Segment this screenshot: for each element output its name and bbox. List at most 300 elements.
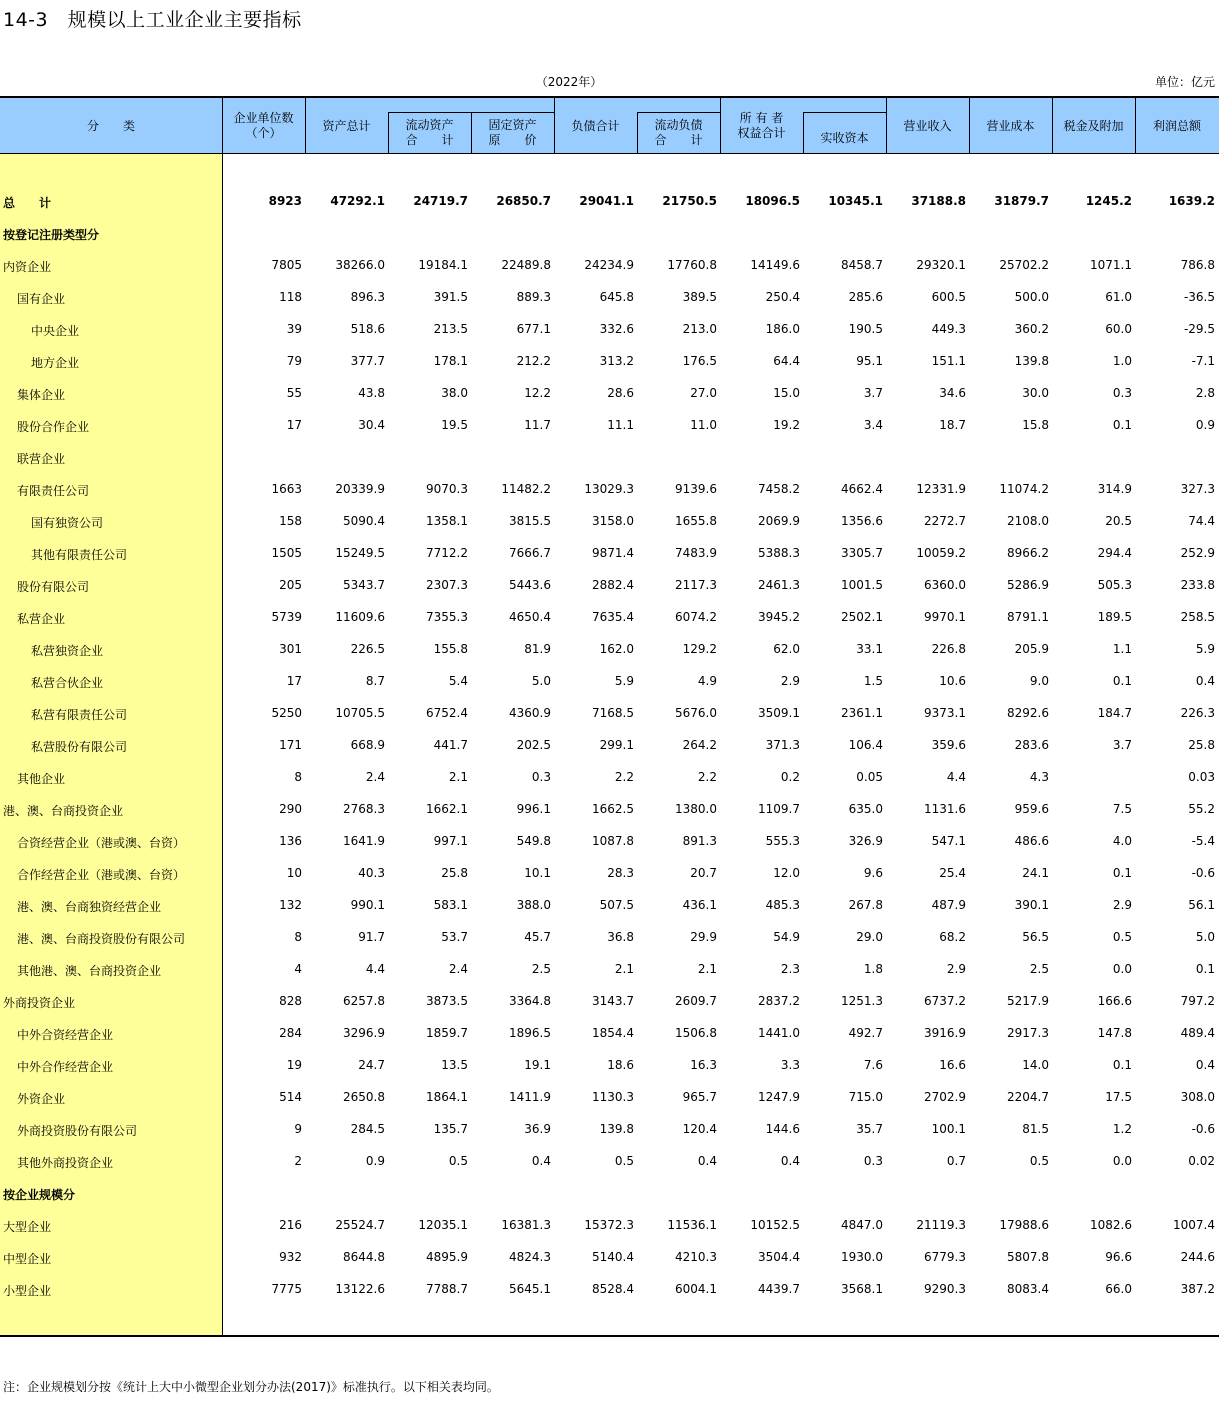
header-current-liab-l2: 合 计 bbox=[654, 133, 703, 147]
header-units-line2: （个） bbox=[245, 126, 282, 140]
table-cell: 2650.8 bbox=[343, 1090, 385, 1104]
table-cell: 0.1 bbox=[1112, 1058, 1132, 1072]
table-cell: 8923 bbox=[268, 194, 302, 208]
table-cell: 0.4 bbox=[531, 1154, 551, 1168]
table-cell: 18096.5 bbox=[745, 194, 800, 208]
row-label: 按登记注册类型分 bbox=[3, 228, 100, 242]
header-current-assets-l1: 流动资产 bbox=[405, 118, 454, 132]
table-cell: 0.4 bbox=[1195, 1058, 1215, 1072]
table-cell: 5.9 bbox=[1195, 642, 1215, 656]
table-cell: 189.5 bbox=[1097, 610, 1132, 624]
row-label: 中央企业 bbox=[31, 324, 80, 338]
table-cell: 22489.8 bbox=[501, 258, 551, 272]
table-cell: 9290.3 bbox=[924, 1282, 966, 1296]
table-cell: 0.0 bbox=[1112, 1154, 1132, 1168]
table-cell: 60.0 bbox=[1105, 322, 1132, 336]
table-cell: 9.0 bbox=[1029, 674, 1049, 688]
table-cell: 54.9 bbox=[773, 930, 800, 944]
table-cell: 30.0 bbox=[1022, 386, 1049, 400]
table-cell: 2.2 bbox=[614, 770, 634, 784]
table-cell: 100.1 bbox=[931, 1122, 966, 1136]
table-cell: 25524.7 bbox=[335, 1218, 385, 1232]
table-cell: 3873.5 bbox=[426, 994, 468, 1008]
table-cell: 2.8 bbox=[1195, 386, 1215, 400]
table-title: 14-3 规模以上工业企业主要指标 bbox=[3, 9, 302, 31]
table-cell: 3364.8 bbox=[509, 994, 551, 1008]
table-cell: 26850.7 bbox=[496, 194, 551, 208]
col-divider bbox=[1135, 98, 1136, 154]
table-cell: 8 bbox=[294, 770, 302, 784]
table-cell: 1.0 bbox=[1112, 354, 1132, 368]
table-cell: 252.9 bbox=[1180, 546, 1215, 560]
table-cell: 29.0 bbox=[856, 930, 883, 944]
table-cell: 5388.3 bbox=[758, 546, 800, 560]
table-cell: 14.0 bbox=[1022, 1058, 1049, 1072]
table-cell: 2204.7 bbox=[1007, 1090, 1049, 1104]
row-label: 其他外商投资企业 bbox=[17, 1156, 114, 1170]
table-cell: 205 bbox=[279, 578, 302, 592]
table-cell: 645.8 bbox=[599, 290, 634, 304]
header-profit: 利润总额 bbox=[1152, 118, 1201, 133]
table-cell: 3.7 bbox=[863, 386, 883, 400]
table-cell: 25.8 bbox=[441, 866, 468, 880]
header-fixed-assets-l1: 固定资产 bbox=[488, 118, 537, 132]
table-row bbox=[0, 570, 1219, 602]
table-row bbox=[0, 474, 1219, 506]
table-cell: 91.7 bbox=[358, 930, 385, 944]
table-cell: 0.05 bbox=[856, 770, 883, 784]
row-label: 小型企业 bbox=[3, 1284, 52, 1298]
table-cell: 313.2 bbox=[599, 354, 634, 368]
table-row bbox=[0, 858, 1219, 890]
table-cell: 6779.3 bbox=[924, 1250, 966, 1264]
col-divider bbox=[886, 98, 887, 154]
table-cell: 1663 bbox=[271, 482, 302, 496]
table-cell: 441.7 bbox=[433, 738, 468, 752]
table-cell: 677.1 bbox=[516, 322, 551, 336]
table-cell: 290 bbox=[279, 802, 302, 816]
table-cell: 2917.3 bbox=[1007, 1026, 1049, 1040]
table-cell: 332.6 bbox=[599, 322, 634, 336]
table-cell: 158 bbox=[279, 514, 302, 528]
table-cell: 4 bbox=[294, 962, 302, 976]
table-cell: 33.1 bbox=[856, 642, 883, 656]
table-cell: 391.5 bbox=[433, 290, 468, 304]
table-row bbox=[0, 890, 1219, 922]
table-cell: 10 bbox=[286, 866, 302, 880]
table-cell: 294.4 bbox=[1097, 546, 1132, 560]
table-cell: 327.3 bbox=[1180, 482, 1215, 496]
table-cell: 1245.2 bbox=[1085, 194, 1132, 208]
table-cell: 17 bbox=[286, 418, 302, 432]
row-label: 港、澳、台商投资企业 bbox=[3, 804, 124, 818]
table-cell: 3305.7 bbox=[841, 546, 883, 560]
table-cell: 5443.6 bbox=[509, 578, 551, 592]
table-cell: 8966.2 bbox=[1007, 546, 1049, 560]
table-cell: 6074.2 bbox=[675, 610, 717, 624]
col-divider bbox=[305, 98, 306, 154]
table-cell: 1082.6 bbox=[1090, 1218, 1132, 1232]
table-cell: 16.6 bbox=[939, 1058, 966, 1072]
table-row bbox=[0, 1274, 1219, 1306]
table-cell: 37188.8 bbox=[911, 194, 966, 208]
row-label: 国有独资公司 bbox=[31, 516, 104, 530]
table-cell: 24234.9 bbox=[584, 258, 634, 272]
table-cell: 2502.1 bbox=[841, 610, 883, 624]
header-liabilities: 负债合计 bbox=[571, 118, 620, 133]
table-cell: 24719.7 bbox=[413, 194, 468, 208]
table-cell: 2.3 bbox=[780, 962, 800, 976]
table-cell: 3509.1 bbox=[758, 706, 800, 720]
table-cell: 147.8 bbox=[1097, 1026, 1132, 1040]
table-cell: 959.6 bbox=[1014, 802, 1049, 816]
table-cell: 12035.1 bbox=[418, 1218, 468, 1232]
table-row bbox=[0, 1082, 1219, 1114]
table-cell: 4.3 bbox=[1029, 770, 1049, 784]
table-cell: 21750.5 bbox=[662, 194, 717, 208]
table-cell: 16381.3 bbox=[501, 1218, 551, 1232]
table-cell: 10059.2 bbox=[916, 546, 966, 560]
table-row bbox=[0, 410, 1219, 442]
table-row bbox=[0, 1210, 1219, 1242]
subcol-divider bbox=[637, 112, 638, 154]
table-row bbox=[0, 346, 1219, 378]
table-cell: 0.3 bbox=[531, 770, 551, 784]
table-cell: 0.4 bbox=[780, 1154, 800, 1168]
table-cell: 2.5 bbox=[531, 962, 551, 976]
table-cell: 1.8 bbox=[863, 962, 883, 976]
table-cell: 283.6 bbox=[1014, 738, 1049, 752]
table-cell: 2461.3 bbox=[758, 578, 800, 592]
table-cell: 0.4 bbox=[1195, 674, 1215, 688]
subcol-divider bbox=[388, 112, 389, 154]
table-cell: 2.4 bbox=[448, 962, 468, 976]
table-cell: 797.2 bbox=[1180, 994, 1215, 1008]
table-cell: 4.4 bbox=[365, 962, 385, 976]
table-cell: 11609.6 bbox=[335, 610, 385, 624]
header-cost: 营业成本 bbox=[986, 118, 1035, 133]
table-cell: 81.5 bbox=[1022, 1122, 1049, 1136]
table-cell: 6257.8 bbox=[343, 994, 385, 1008]
year-label: （2022年） bbox=[535, 75, 603, 89]
table-cell: 11.0 bbox=[690, 418, 717, 432]
table-cell: 299.1 bbox=[599, 738, 634, 752]
table-cell: 2.5 bbox=[1029, 962, 1049, 976]
table-cell: 11482.2 bbox=[501, 482, 551, 496]
table-cell: 4439.7 bbox=[758, 1282, 800, 1296]
table-cell: 10152.5 bbox=[750, 1218, 800, 1232]
table-cell: 118 bbox=[279, 290, 302, 304]
table-cell: 6360.0 bbox=[924, 578, 966, 592]
table-cell: 11.7 bbox=[524, 418, 551, 432]
table-cell: 489.4 bbox=[1180, 1026, 1215, 1040]
table-cell: 301 bbox=[279, 642, 302, 656]
table-cell: 514 bbox=[279, 1090, 302, 1104]
table-cell: 3815.5 bbox=[509, 514, 551, 528]
table-cell: 55.2 bbox=[1188, 802, 1215, 816]
table-row bbox=[0, 602, 1219, 634]
table-cell: 19.5 bbox=[441, 418, 468, 432]
table-cell: 889.3 bbox=[516, 290, 551, 304]
table-row bbox=[0, 1050, 1219, 1082]
header-total-assets: 资产总计 bbox=[322, 118, 371, 133]
table-cell: 359.6 bbox=[931, 738, 966, 752]
table-cell: 15372.3 bbox=[584, 1218, 634, 1232]
table-cell: 3.3 bbox=[780, 1058, 800, 1072]
table-cell: 6737.2 bbox=[924, 994, 966, 1008]
row-label: 中型企业 bbox=[3, 1252, 52, 1266]
table-row bbox=[0, 826, 1219, 858]
table-cell: 8791.1 bbox=[1007, 610, 1049, 624]
table-cell: 449.3 bbox=[931, 322, 966, 336]
table-cell: 4360.9 bbox=[509, 706, 551, 720]
table-cell: 95.1 bbox=[856, 354, 883, 368]
table-cell: 10345.1 bbox=[828, 194, 883, 208]
table-cell: 7355.3 bbox=[426, 610, 468, 624]
table-cell: 0.03 bbox=[1188, 770, 1215, 784]
table-cell: 6004.1 bbox=[675, 1282, 717, 1296]
row-label: 私营有限责任公司 bbox=[31, 708, 128, 722]
table-cell: 135.7 bbox=[433, 1122, 468, 1136]
table-row bbox=[0, 634, 1219, 666]
table-cell: 106.4 bbox=[848, 738, 883, 752]
table-cell: 2.4 bbox=[365, 770, 385, 784]
table-cell: 1655.8 bbox=[675, 514, 717, 528]
table-cell: 7.6 bbox=[863, 1058, 883, 1072]
table-row bbox=[0, 314, 1219, 346]
row-label: 私营企业 bbox=[17, 612, 66, 626]
table-row bbox=[0, 954, 1219, 986]
table-cell: 186.0 bbox=[765, 322, 800, 336]
table-cell: 129.2 bbox=[682, 642, 717, 656]
table-cell: 547.1 bbox=[931, 834, 966, 848]
table-cell: 5739 bbox=[271, 610, 302, 624]
table-cell: 3158.0 bbox=[592, 514, 634, 528]
table-cell: 250.4 bbox=[765, 290, 800, 304]
table-cell: 35.7 bbox=[856, 1122, 883, 1136]
table-cell: 1358.1 bbox=[426, 514, 468, 528]
table-cell: 507.5 bbox=[599, 898, 634, 912]
table-cell: 171 bbox=[279, 738, 302, 752]
table-cell: 226.3 bbox=[1180, 706, 1215, 720]
header-category: 分 类 bbox=[86, 118, 135, 133]
table-cell: 18.6 bbox=[607, 1058, 634, 1072]
row-label: 外资企业 bbox=[17, 1092, 66, 1106]
table-cell: 5807.8 bbox=[1007, 1250, 1049, 1264]
table-cell: 390.1 bbox=[1014, 898, 1049, 912]
table-cell: 144.6 bbox=[765, 1122, 800, 1136]
table-cell: 2.2 bbox=[697, 770, 717, 784]
table-cell: 1131.6 bbox=[924, 802, 966, 816]
table-cell: 5.0 bbox=[1195, 930, 1215, 944]
table-cell: 786.8 bbox=[1180, 258, 1215, 272]
table-cell: 600.5 bbox=[931, 290, 966, 304]
header-current-assets-l2: 合 计 bbox=[405, 133, 454, 147]
table-cell: 2.1 bbox=[614, 962, 634, 976]
table-cell: 64.4 bbox=[773, 354, 800, 368]
table-cell: 5140.4 bbox=[592, 1250, 634, 1264]
table-cell: 2.1 bbox=[448, 770, 468, 784]
table-cell: 1859.7 bbox=[426, 1026, 468, 1040]
table-cell: 1639.2 bbox=[1168, 194, 1215, 208]
table-cell: 4650.4 bbox=[509, 610, 551, 624]
table-cell: -36.5 bbox=[1183, 290, 1215, 304]
table-cell: 47292.1 bbox=[330, 194, 385, 208]
table-cell: 0.9 bbox=[1195, 418, 1215, 432]
table-cell: 8458.7 bbox=[841, 258, 883, 272]
col-divider bbox=[222, 98, 223, 154]
table-cell: 1007.4 bbox=[1173, 1218, 1215, 1232]
table-row bbox=[0, 730, 1219, 762]
table-cell: 8 bbox=[294, 930, 302, 944]
header-current-assets bbox=[388, 112, 471, 154]
table-cell: 19.2 bbox=[773, 418, 800, 432]
table-cell: 28.3 bbox=[607, 866, 634, 880]
table-cell: 24.7 bbox=[358, 1058, 385, 1072]
table-cell: 205.9 bbox=[1014, 642, 1049, 656]
table-cell: 7805 bbox=[271, 258, 302, 272]
table-cell: 139.8 bbox=[1014, 354, 1049, 368]
table-cell: 7712.2 bbox=[426, 546, 468, 560]
table-cell: 213.0 bbox=[682, 322, 717, 336]
table-cell: 74.4 bbox=[1188, 514, 1215, 528]
table-cell: 635.0 bbox=[848, 802, 883, 816]
table-cell: 436.1 bbox=[682, 898, 717, 912]
table-cell: 11074.2 bbox=[999, 482, 1049, 496]
table-cell: 0.3 bbox=[863, 1154, 883, 1168]
table-cell: 151.1 bbox=[931, 354, 966, 368]
table-cell: 31879.7 bbox=[994, 194, 1049, 208]
subhead-rule bbox=[803, 112, 886, 113]
row-label: 集体企业 bbox=[17, 388, 66, 402]
table-cell: 932 bbox=[279, 1250, 302, 1264]
subhead-rule bbox=[637, 112, 720, 113]
table-cell: 715.0 bbox=[848, 1090, 883, 1104]
table-cell: 5090.4 bbox=[343, 514, 385, 528]
row-label: 内资企业 bbox=[3, 260, 52, 274]
subcol-divider bbox=[803, 112, 804, 154]
table-cell: 5250 bbox=[271, 706, 302, 720]
table-cell: 284 bbox=[279, 1026, 302, 1040]
table-row bbox=[0, 922, 1219, 954]
table-cell: 3945.2 bbox=[758, 610, 800, 624]
table-cell: 1505 bbox=[271, 546, 302, 560]
table-cell: 226.8 bbox=[931, 642, 966, 656]
table-cell: 8644.8 bbox=[343, 1250, 385, 1264]
table-row bbox=[0, 186, 1219, 218]
table-cell: 4.0 bbox=[1112, 834, 1132, 848]
row-label: 外商投资企业 bbox=[3, 996, 76, 1010]
table-row bbox=[0, 1146, 1219, 1178]
table-cell: 25.8 bbox=[1188, 738, 1215, 752]
table-row bbox=[0, 794, 1219, 826]
table-cell: 0.5 bbox=[448, 1154, 468, 1168]
table-cell: 216 bbox=[279, 1218, 302, 1232]
table-cell: 29041.1 bbox=[579, 194, 634, 208]
table-cell: 1087.8 bbox=[592, 834, 634, 848]
table-cell: 3568.1 bbox=[841, 1282, 883, 1296]
table-cell: 38.0 bbox=[441, 386, 468, 400]
table-cell: 0.02 bbox=[1188, 1154, 1215, 1168]
table-cell: 0.3 bbox=[1112, 386, 1132, 400]
table-cell: 377.7 bbox=[350, 354, 385, 368]
table-cell: 0.5 bbox=[1029, 1154, 1049, 1168]
table-cell: 20.5 bbox=[1105, 514, 1132, 528]
row-label: 私营合伙企业 bbox=[31, 676, 104, 690]
table-cell: 389.5 bbox=[682, 290, 717, 304]
table-cell: 4895.9 bbox=[426, 1250, 468, 1264]
table-row bbox=[0, 762, 1219, 794]
table-cell: 5676.0 bbox=[675, 706, 717, 720]
row-label: 联营企业 bbox=[17, 452, 66, 466]
table-cell: 264.2 bbox=[682, 738, 717, 752]
table-body bbox=[0, 186, 1219, 1306]
table-row bbox=[0, 442, 1219, 474]
col-divider bbox=[969, 98, 970, 154]
table-cell: 36.9 bbox=[524, 1122, 551, 1136]
table-cell: 314.9 bbox=[1097, 482, 1132, 496]
table-cell: 1662.1 bbox=[426, 802, 468, 816]
row-label: 总 计 bbox=[3, 196, 52, 210]
header-units-line1: 企业单位数 bbox=[233, 111, 294, 125]
table-cell: 896.3 bbox=[350, 290, 385, 304]
table-cell: 244.6 bbox=[1180, 1250, 1215, 1264]
table-cell: 226.5 bbox=[350, 642, 385, 656]
table-cell: 38266.0 bbox=[335, 258, 385, 272]
table-cell: 2768.3 bbox=[343, 802, 385, 816]
table-cell: 56.1 bbox=[1188, 898, 1215, 912]
table-cell: 9970.1 bbox=[924, 610, 966, 624]
table-cell: 2307.3 bbox=[426, 578, 468, 592]
table-cell: 79 bbox=[286, 354, 302, 368]
table-cell: 39 bbox=[286, 322, 302, 336]
table-cell: 155.8 bbox=[433, 642, 468, 656]
table-cell: 2702.9 bbox=[924, 1090, 966, 1104]
table-cell: 15.0 bbox=[773, 386, 800, 400]
table-cell: 487.9 bbox=[931, 898, 966, 912]
table-row bbox=[0, 698, 1219, 730]
table-cell: 53.7 bbox=[441, 930, 468, 944]
table-cell: 555.3 bbox=[765, 834, 800, 848]
table-cell: 0.1 bbox=[1195, 962, 1215, 976]
table-cell: 19.1 bbox=[524, 1058, 551, 1072]
table-cell: 0.4 bbox=[697, 1154, 717, 1168]
table-cell: 1441.0 bbox=[758, 1026, 800, 1040]
table-cell: 3.4 bbox=[863, 418, 883, 432]
table-cell: 828 bbox=[279, 994, 302, 1008]
table-cell: 1247.9 bbox=[758, 1090, 800, 1104]
table-cell: 2069.9 bbox=[758, 514, 800, 528]
header-equity-l1: 所 有 者 bbox=[739, 111, 784, 125]
table-cell: 12331.9 bbox=[916, 482, 966, 496]
table-cell: 2609.7 bbox=[675, 994, 717, 1008]
table-cell: 7168.5 bbox=[592, 706, 634, 720]
table-cell: 891.3 bbox=[682, 834, 717, 848]
row-label: 外商投资股份有限公司 bbox=[17, 1124, 138, 1138]
table-cell: 1.1 bbox=[1112, 642, 1132, 656]
table-row bbox=[0, 250, 1219, 282]
table-cell: 4210.3 bbox=[675, 1250, 717, 1264]
table-cell: 0.7 bbox=[946, 1154, 966, 1168]
table-row bbox=[0, 218, 1219, 250]
table-cell: 36.8 bbox=[607, 930, 634, 944]
table-cell: 9.6 bbox=[863, 866, 883, 880]
table-cell: 2882.4 bbox=[592, 578, 634, 592]
table-cell: 0.5 bbox=[1112, 930, 1132, 944]
table-cell: 10.1 bbox=[524, 866, 551, 880]
table-cell: 9373.1 bbox=[924, 706, 966, 720]
table-cell: 29320.1 bbox=[916, 258, 966, 272]
